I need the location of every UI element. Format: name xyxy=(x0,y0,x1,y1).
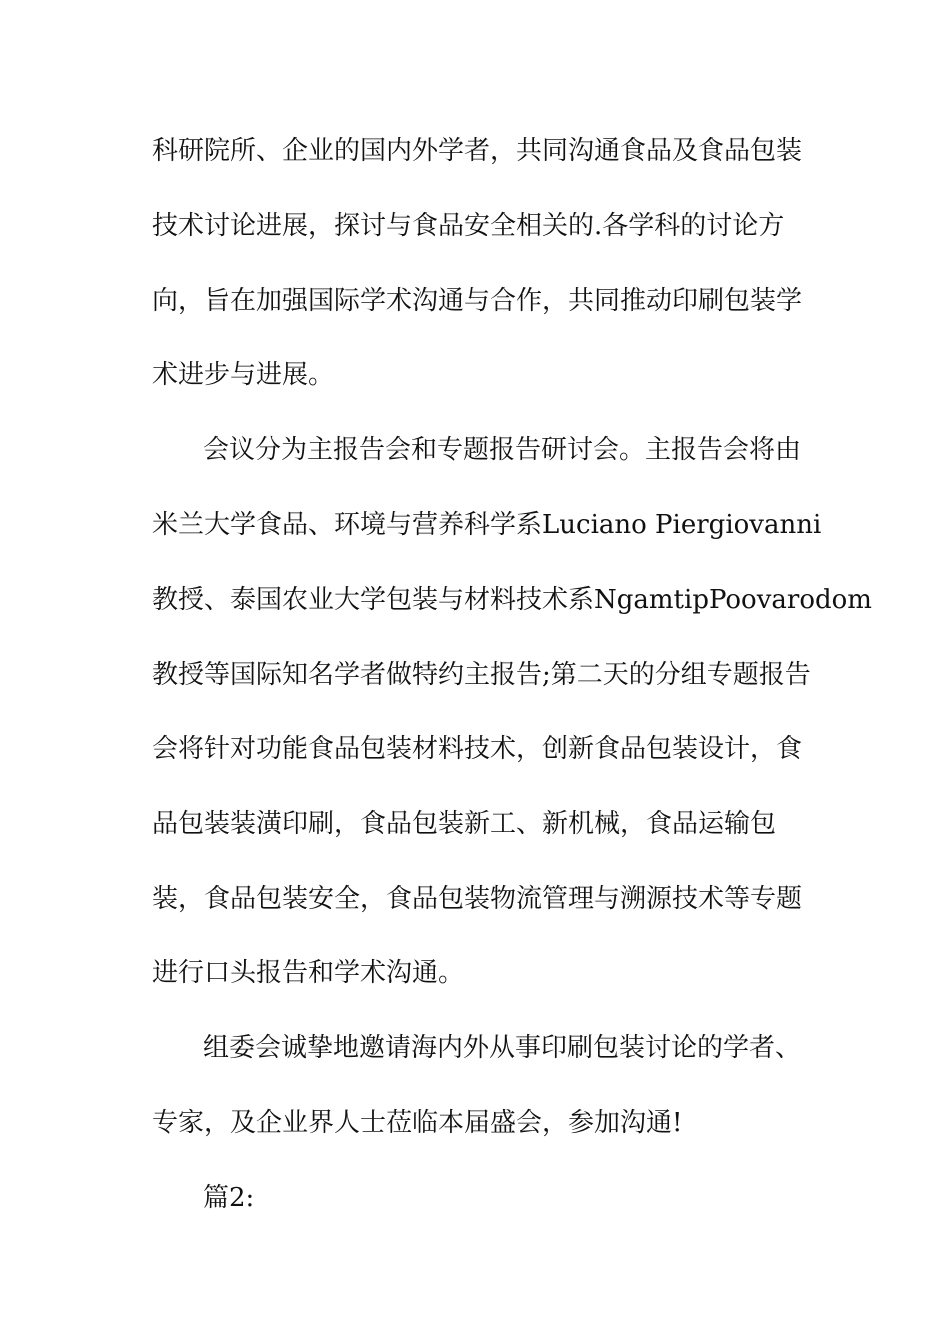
paragraph-3-line-1: 组委会诚挚地邀请海内外从事印刷包装讨论的学者、 xyxy=(203,1033,802,1063)
paragraph-1-line-2: 技术讨论进展，探讨与食品安全相关的.各学科的讨论方 xyxy=(152,211,785,241)
section-heading: 篇2: xyxy=(203,1183,255,1213)
paragraph-2-line-7: 装，食品包装安全，食品包装物流管理与溯源技术等专题 xyxy=(152,884,803,914)
paragraph-1-line-3: 向，旨在加强国际学术沟通与合作，共同推动印刷包装学 xyxy=(152,286,803,316)
paragraph-2-line-6: 品包装装潢印刷，食品包装新工、新机械，食品运输包 xyxy=(152,809,777,839)
paragraph-2-line-2: 米兰大学食品、环境与营养科学系Luciano Piergiovanni xyxy=(152,510,822,540)
paragraph-2-line-4: 教授等国际知名学者做特约主报告;第二天的分组专题报告 xyxy=(152,660,811,690)
paragraph-2-line-3: 教授、泰国农业大学包装与材料技术系NgamtipPoovarodom xyxy=(152,585,872,615)
paragraph-2-line-5: 会将针对功能食品包装材料技术，创新食品包装设计，食 xyxy=(152,734,803,764)
paragraph-2-line-1: 会议分为主报告会和专题报告研讨会。主报告会将由 xyxy=(203,435,802,465)
paragraph-2-line-8: 进行口头报告和学术沟通。 xyxy=(152,958,465,988)
paragraph-3-line-2: 专家，及企业界人士莅临本届盛会，参加沟通! xyxy=(152,1108,683,1138)
paragraph-1-line-4: 术进步与进展。 xyxy=(152,360,335,390)
paragraph-1-line-1: 科研院所、企业的国内外学者，共同沟通食品及食品包装 xyxy=(152,136,803,166)
